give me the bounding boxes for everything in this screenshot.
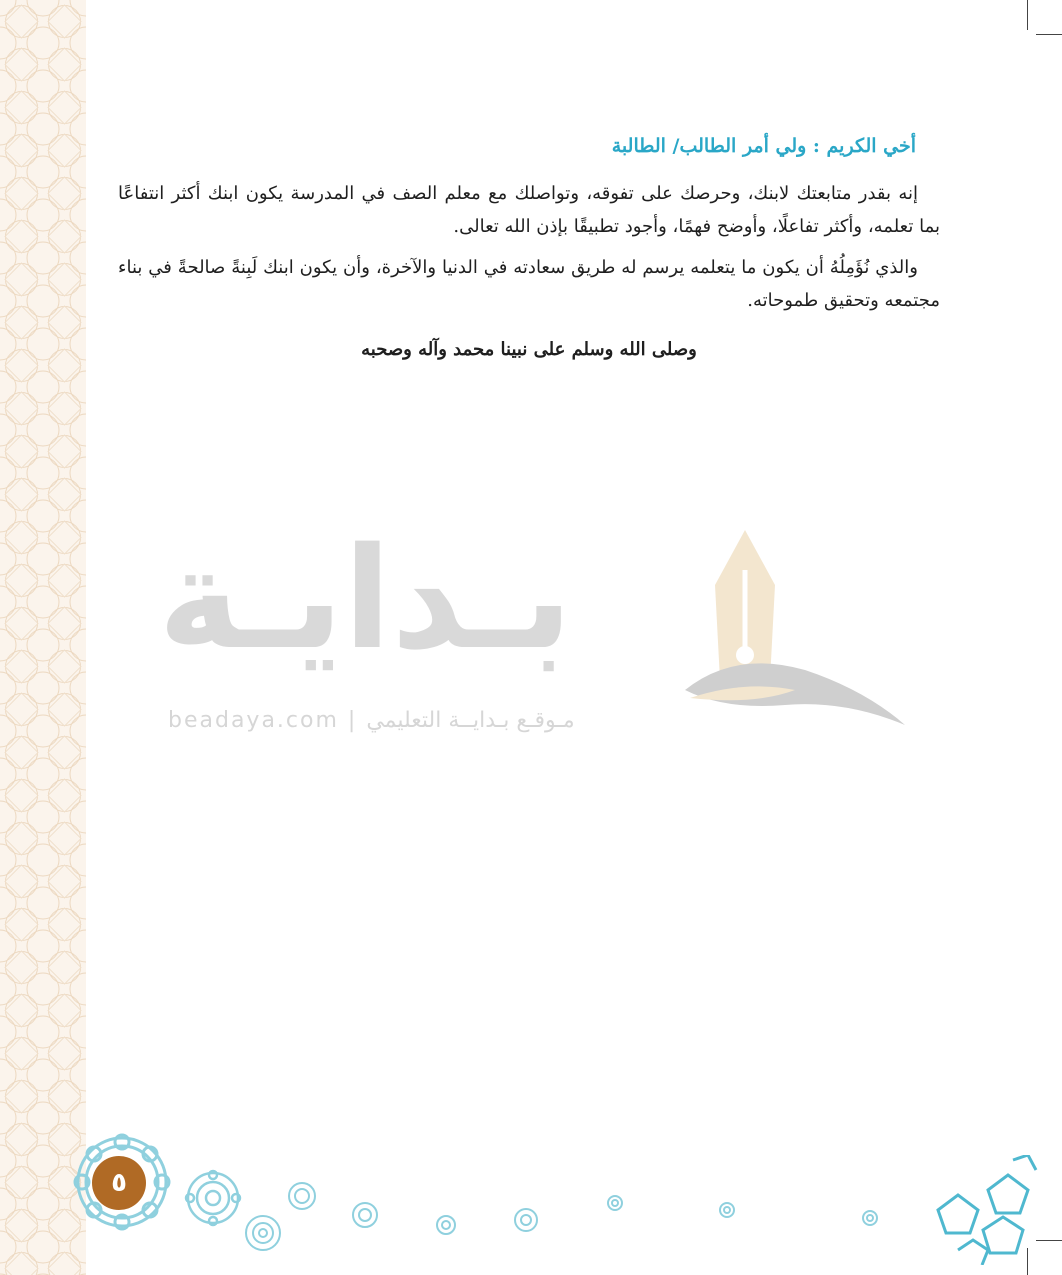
crop-mark [1036,34,1062,35]
crop-mark [1036,1240,1062,1241]
closing-line: وصلى الله وسلم على نبينا محمد وآله وصحبه [361,339,697,360]
page-number-badge: ٥ [92,1156,146,1210]
rosette-ornament-icon [606,1194,624,1212]
page-content [118,135,940,360]
watermark [150,518,910,760]
decorative-border-band [0,0,86,1275]
pen-nib-icon [675,530,915,730]
paragraph-1: إنه بقدر متابعتك لابنك، وحرصك على تفوقه، وتواصلك مع معلم الصف في المدرسة يكون ابنك أكثر انتفاعًا بما تعلمه، وأكثر تفاعلًا، وأوضح فهمًا، وأجود تطبيقًا بإذن الله تعالى. [118,183,940,237]
rosette-ornament-icon [861,1209,879,1227]
watermark-tagline: beadaya.com | مـوقـع بـدايــة التعليمي [168,708,575,733]
rosette-ornament-icon [718,1201,736,1219]
crop-mark [1027,0,1028,30]
rosette-ornament-icon [512,1206,540,1234]
rosette-ornament-icon [286,1180,318,1212]
geometric-pattern-icon [928,1155,1038,1265]
greeting-heading: أخي الكريم : ولي أمر الطالب/ الطالبة [611,135,916,157]
rosette-ornament-icon [243,1213,283,1253]
watermark-logo-text: بـدايـة [158,518,573,681]
lattice-pattern-icon [0,0,86,1275]
paragraph-2: والذي نُؤَمِلُهُ أن يكون ما يتعلمه يرسم له طريق سعادته في الدنيا والآخرة، وأن يكون ابنك لَبِنةً صالحةً في بناء مجتمعه وتحقيق طموحاته. [118,257,940,311]
rosette-ornament-icon [183,1168,243,1228]
rosette-ornament-icon [435,1214,457,1236]
rosette-ornament-icon [350,1200,380,1230]
